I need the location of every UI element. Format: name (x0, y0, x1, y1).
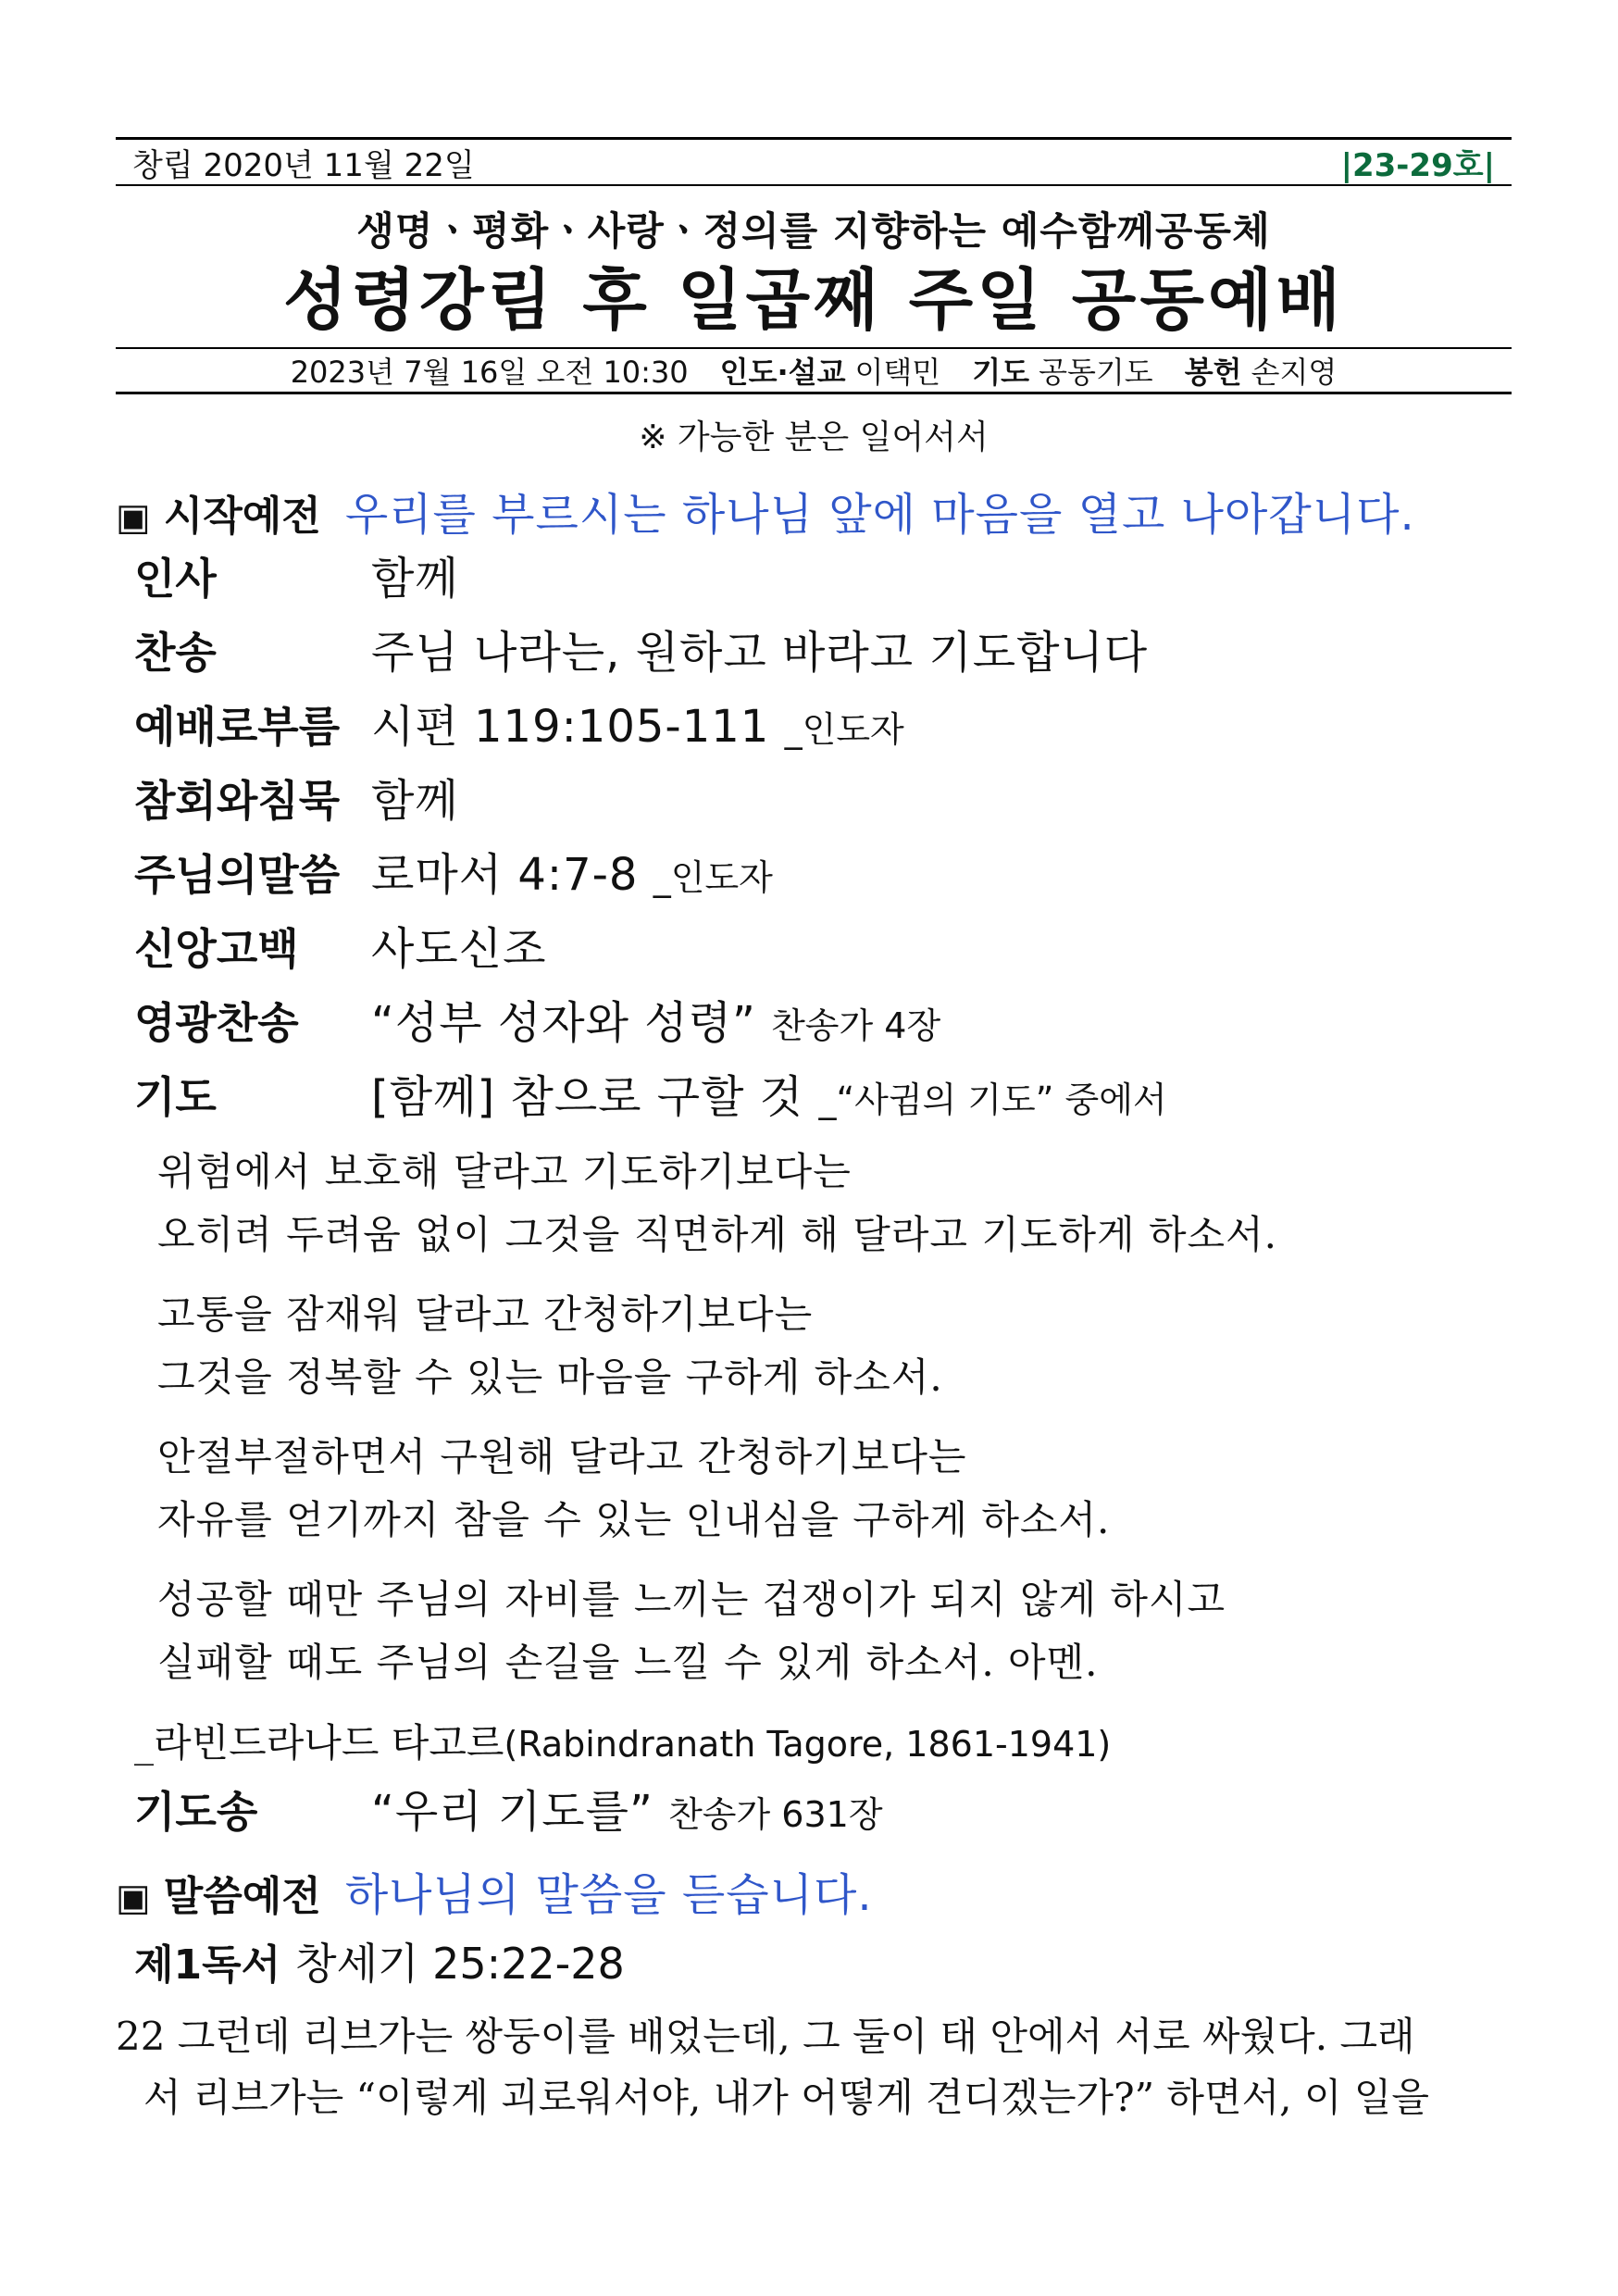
bulletin-page (116, 137, 1512, 2128)
order-value: “우리 기도를” 찬송가 631장 (371, 1785, 883, 1838)
order-item (134, 617, 1512, 691)
section-title: 말씀예전 (163, 1872, 321, 1920)
scripture-text (116, 2006, 1512, 2128)
square-bullet-icon: ▣ (116, 495, 151, 539)
section-opening (116, 479, 1512, 543)
order-label: 신앙고백 (134, 923, 299, 974)
order-item (134, 1061, 1512, 1135)
author-english: (Rabindranath Tagore, 1861-1941) (504, 1723, 1112, 1765)
order-item (134, 691, 1512, 765)
order-label: 찬송 (134, 627, 217, 678)
section-word (116, 1859, 1512, 1923)
prayer-name: 공동기도 (1039, 354, 1153, 390)
order-value: 로마서 4:7-8 _인도자 (371, 848, 773, 901)
service-datetime: 2023년 7월 16일 오전 10:30 (290, 354, 689, 390)
prayer-line: 자유를 얻기까지 참을 수 있는 인내심을 구하게 하소서. (157, 1496, 1111, 1542)
scripture-line: 22 그런데 리브가는 쌍둥이를 배었는데, 그 둘이 태 안에서 서로 싸웠다. 그래 (116, 2013, 1415, 2059)
order-item (134, 765, 1512, 839)
prayer-line: 실패할 때도 주님의 손길을 느낄 수 있게 하소서. 아멘. (157, 1639, 1099, 1685)
service-info-bar (116, 347, 1512, 394)
prayer-stanza (157, 1283, 1512, 1409)
order-item (134, 913, 1512, 987)
prayer-line: 고통을 잠재워 달라고 간청하기보다는 (157, 1291, 814, 1337)
section-description: 하나님의 말씀을 듣습니다. (344, 1868, 873, 1921)
prayer-line: 그것을 정복할 수 있는 마음을 구하게 하소서. (157, 1354, 943, 1400)
order-item (134, 839, 1512, 913)
order-item (134, 543, 1512, 617)
order-label: 참회와침묵 (134, 775, 341, 826)
order-value: 사도신조 (371, 922, 547, 975)
order-label: 기도송 (134, 1786, 258, 1837)
prayer-stanza (157, 1426, 1512, 1552)
prayer-stanza (157, 1141, 1512, 1267)
prayer-line: 위험에서 보호해 달라고 기도하기보다는 (157, 1148, 852, 1194)
issue-number: |23-29호| (1340, 146, 1495, 184)
prayer-stanza (157, 1568, 1512, 1694)
leader-name: 이택민 (854, 354, 941, 390)
reading-label: 제1독서 (134, 1940, 281, 1989)
order-item (134, 987, 1512, 1061)
square-bullet-icon: ▣ (116, 1876, 151, 1919)
order-label: 기도 (134, 1071, 217, 1122)
order-value: [함께] 참으로 구할 것 _“사귐의 기도” 중에서 (371, 1070, 1167, 1123)
standing-note: ※ 가능한 분은 일어서서 (639, 418, 989, 456)
order-value: 주님 나라는, 원하고 바라고 기도합니다 (371, 626, 1149, 679)
section-description: 우리를 부르시는 하나님 앞에 마음을 열고 나아갑니다. (344, 488, 1415, 541)
order-item-prayer-song (134, 1776, 1512, 1850)
prayer-label: 기도 (972, 354, 1030, 390)
prayer-line: 안절부절하면서 구원해 달라고 간청하기보다는 (157, 1433, 967, 1479)
reading-reference: 창세기 25:22-28 (295, 1938, 625, 1989)
prayer-line: 성공할 때만 주님의 자비를 느끼는 겁쟁이가 되지 않게 하시고 (157, 1576, 1226, 1622)
order-value: 시편 119:105-111 _인도자 (371, 700, 904, 753)
order-label: 주님의말씀 (134, 849, 341, 900)
scripture-line: 서 리브가는 “이렇게 괴로워서야, 내가 어떻게 견디겠는가?” 하면서, 이 일을 (143, 2074, 1429, 2120)
page-title: 성령강림 후 일곱째 주일 공동예배 (283, 261, 1344, 339)
order-value: 함께 (371, 774, 459, 827)
leader-label: 인도·설교 (719, 354, 846, 390)
order-label: 영광찬송 (134, 997, 299, 1048)
church-motto: 생명ㆍ평화ㆍ사랑ㆍ정의를 지향하는 예수함께공동체 (356, 208, 1271, 254)
order-label: 인사 (134, 553, 217, 604)
order-label: 예배로부름 (134, 701, 341, 752)
order-value: “성부 성자와 성령” 찬송가 4장 (371, 996, 941, 1049)
offering-name: 손지영 (1251, 354, 1338, 390)
order-list (116, 543, 1512, 1135)
order-value: 함께 (371, 552, 459, 605)
author-korean: _라빈드라나드 타고르 (134, 1719, 504, 1766)
header-top-bar (116, 137, 1512, 186)
first-reading (134, 1930, 1512, 2003)
prayer-author (134, 1711, 1512, 1776)
offering-label: 봉헌 (1184, 354, 1242, 390)
prayer-text (157, 1141, 1512, 1694)
prayer-line: 오히려 두려움 없이 그것을 직면하게 해 달라고 기도하게 하소서. (157, 1211, 1278, 1257)
section-title: 시작예전 (163, 492, 321, 540)
founded-date: 창립 2020년 11월 22일 (132, 146, 475, 184)
